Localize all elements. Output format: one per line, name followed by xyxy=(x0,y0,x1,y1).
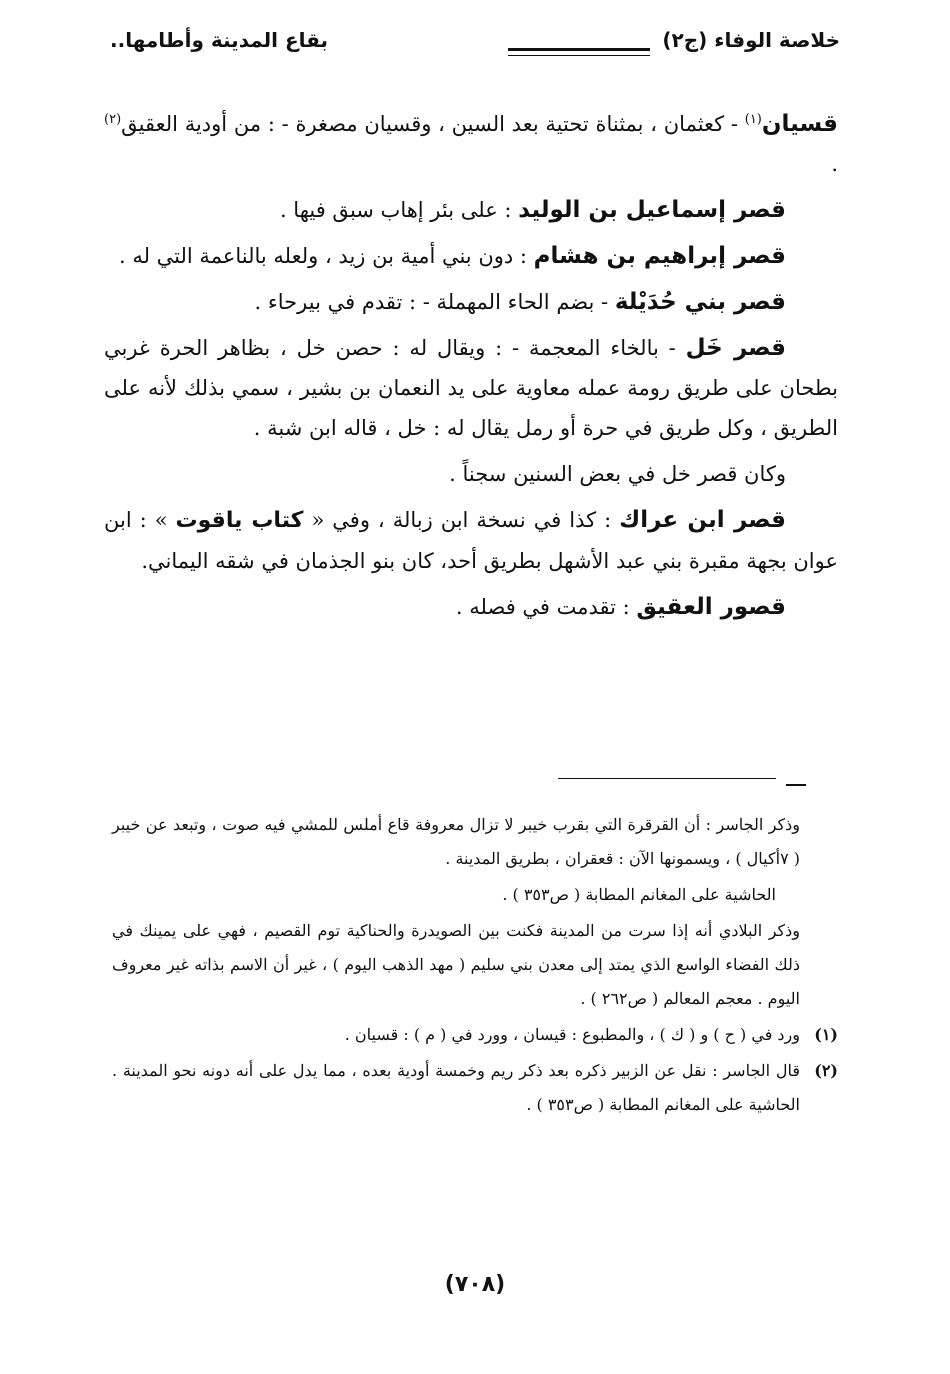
footnote-rule xyxy=(558,778,776,779)
footnote-continued-para: وذكر البلادي أنه إذا سرت من المدينة فكنت بين الصويدرة والحناكية توم القصيم ، فهي على يمينك في ذلك الفضاء الواسع الذي يمتد إلى معدن بني سليم ( مهد الذهب اليوم ) ، غير أن الاسم بذاته غير معروف اليوم . معجم المعالم ( ص٢٦٢ ) . xyxy=(112,921,800,1008)
entry-qasyan xyxy=(104,104,838,184)
footnote-item xyxy=(112,1018,838,1052)
entry-text-before: : كذا في نسخة ابن زبالة ، وفي « xyxy=(303,508,620,532)
entry-headword: قصور العقيق xyxy=(636,594,786,620)
entry-qasr-khal xyxy=(104,328,838,448)
entry-qasr-khal-continued xyxy=(104,454,838,494)
footnotes xyxy=(112,808,838,1124)
entry-qasr-ibn-irak xyxy=(104,500,838,581)
footnote-dash xyxy=(786,784,806,786)
entry-qasr-bani-hudayla xyxy=(104,282,838,322)
footnote-number: (٢) xyxy=(814,1061,838,1080)
entry-qusur-al-aqiq xyxy=(104,587,838,627)
footnote-continued-para: وذكر الجاسر : أن القرقرة التي بقرب خيبر لا تزال معروفة قاع أملس للمشي فيه صوت ، وتبعد عن خيبر ( ٧أكيال ) ، ويسمونها الآن : قعقران ، بطريق المدينة . xyxy=(112,815,800,868)
entry-qasr-ibrahim xyxy=(104,236,838,276)
entry-text: - كعثمان ، بمثناة تحتية بعد السين ، وقسيان مصغرة - : من أودية العقيق xyxy=(121,112,745,136)
entry-text: : تقدمت في فصله . xyxy=(455,595,637,619)
entry-text: : دون بني أمية بن زيد ، ولعله بالناعمة التي له . xyxy=(119,244,534,268)
footnote-text: قال الجاسر : نقل عن الزبير ذكره بعد ذكر ريم وخمسة أودية بعده ، مما يدل على أنه دونه نحو المدينة . الحاشية على المغانم المطابة ( ص٣٥٣ ) . xyxy=(112,1061,800,1114)
page-number: (٧٠٨) xyxy=(444,1272,506,1297)
header-chapter-title: بقاع المدينة وأطامها.. xyxy=(110,28,329,52)
entry-qasr-ismail xyxy=(104,190,838,230)
entry-headword: قصر ابن عراك xyxy=(619,507,786,533)
entry-text: : على بئر إهاب سبق فيها . xyxy=(279,198,519,222)
footnote-item xyxy=(112,1054,838,1122)
footnote-number: (١) xyxy=(814,1025,838,1044)
header-book-title: خلاصة الوفاء (ج٢) xyxy=(662,28,840,52)
header-rule xyxy=(508,48,650,51)
main-text xyxy=(104,104,838,633)
footnote-ref-1: (١) xyxy=(744,112,762,127)
header-rule-thin xyxy=(508,55,650,56)
entry-text: - بضم الحاء المهملة - : تقدم في بيرحاء . xyxy=(254,290,615,314)
entry-headword: قصر بني حُدَيْلة xyxy=(614,289,786,315)
entry-headword: قصر خَل xyxy=(685,335,786,361)
book-title-yaqut: كتاب ياقوت xyxy=(175,508,304,533)
footnote-citation: الحاشية على المغانم المطابة ( ص٣٥٣ ) . xyxy=(502,885,776,904)
footnote-ref-2: (٢) xyxy=(104,112,122,127)
running-header xyxy=(110,28,840,68)
entry-text: » : ابن عوان بجهة مقبرة بني عبد الأشهل بطريق أحد، كان بنو الجذمان في شقه اليماني. xyxy=(104,508,838,573)
entry-tail: . xyxy=(831,152,838,176)
entry-headword: قصر إسماعيل بن الوليد xyxy=(518,197,786,223)
footnote-text: ورد في ( ح ) و ( ك ) ، والمطبوع : قيسان ، وورد في ( م ) : قسيان . xyxy=(344,1025,800,1044)
entry-text: وكان قصر خل في بعض السنين سجناً . xyxy=(449,462,786,486)
entry-headword: قصر إبراهيم بن هشام xyxy=(533,243,786,269)
entry-headword: قسيان xyxy=(761,111,838,137)
entry-text: - بالخاء المعجمة - : ويقال له : حصن خل ، بظاهر الحرة غربي بطحان على طريق رومة عمله معاوية على يد النعمان بن بشير ، سمي بذلك لأنه على الطريق ، وكل طريق في حرة أو رمل يقال له : خل ، قاله ابن شبة . xyxy=(104,336,838,440)
